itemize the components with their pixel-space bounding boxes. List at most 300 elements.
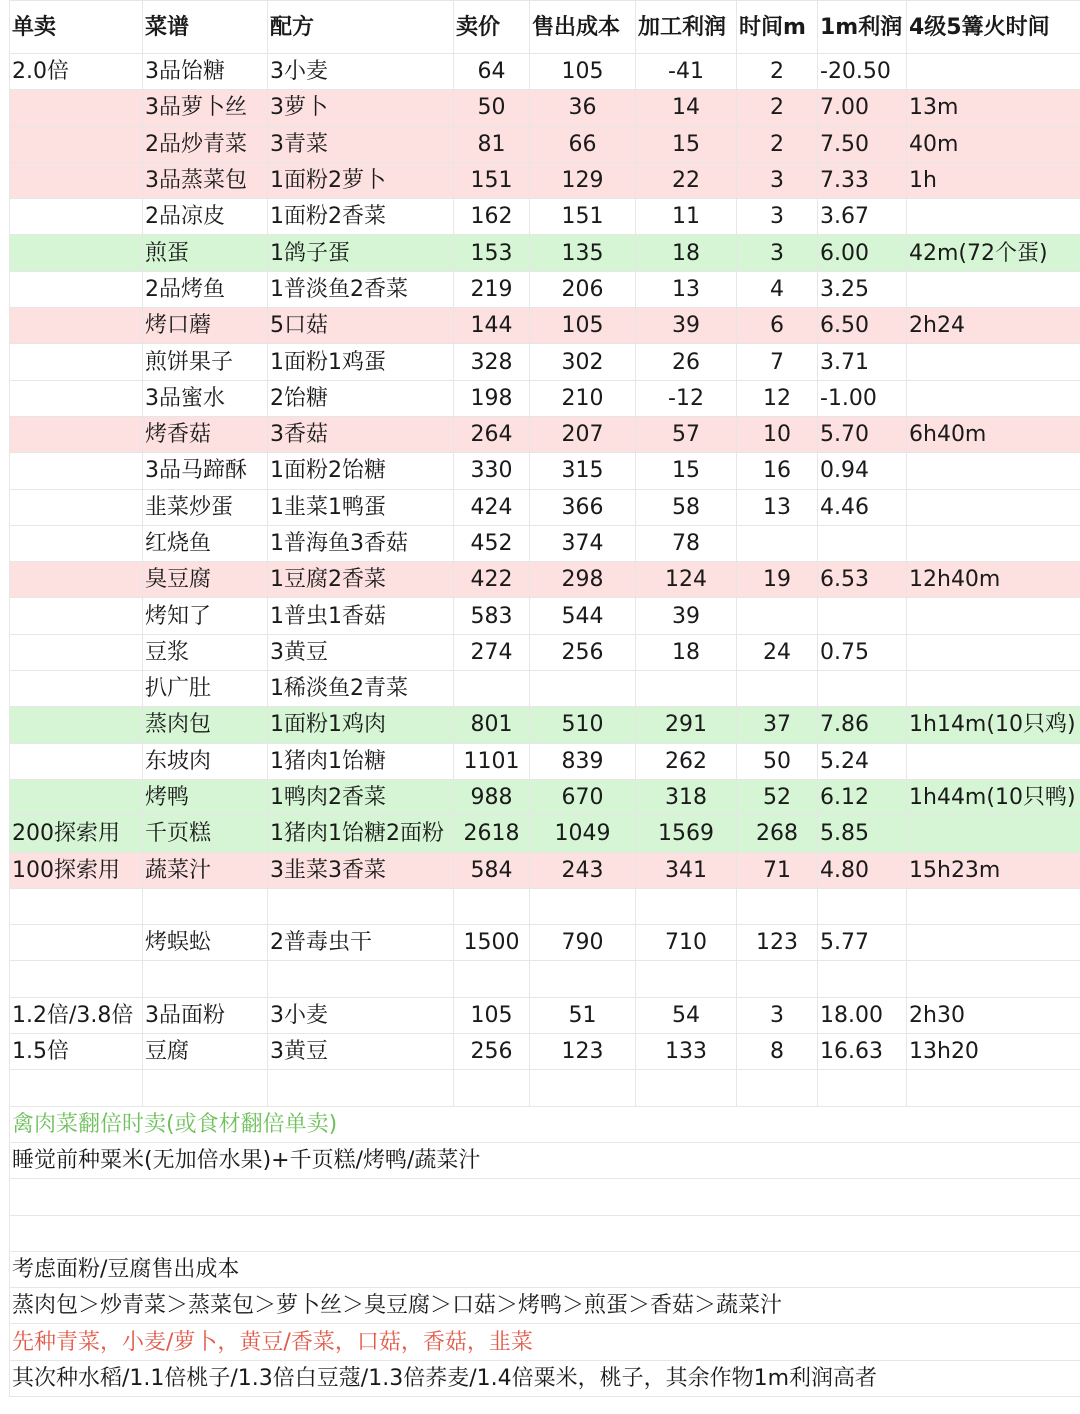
recipe-cell[interactable]: 韭菜炒蛋: [143, 489, 268, 525]
profit-per-minute-cell[interactable]: 4.80: [818, 852, 907, 888]
cost-cell[interactable]: 151: [530, 199, 636, 235]
table-row: [10, 416, 1080, 452]
table-row: [10, 779, 1080, 815]
profit-cell[interactable]: 13: [636, 271, 737, 307]
time-cell[interactable]: 2: [737, 126, 818, 162]
time-cell[interactable]: 123: [737, 925, 818, 961]
campfire-time-cell[interactable]: [907, 271, 1080, 307]
cost-cell[interactable]: 374: [530, 525, 636, 561]
campfire-time-cell[interactable]: 15h23m: [907, 852, 1080, 888]
profit-cell[interactable]: 26: [636, 344, 737, 380]
ingredients-cell[interactable]: 3萝卜: [268, 90, 454, 126]
recipe-cell[interactable]: 煎蛋: [143, 235, 268, 271]
profit-cell[interactable]: 18: [636, 235, 737, 271]
price-cell[interactable]: 584: [454, 852, 530, 888]
recipe-cell[interactable]: 烤蜈蚣: [143, 925, 268, 961]
recipe-cell[interactable]: [143, 1070, 268, 1106]
time-cell[interactable]: 37: [737, 707, 818, 743]
campfire-time-cell[interactable]: 12h40m: [907, 562, 1080, 598]
time-cell[interactable]: 268: [737, 816, 818, 852]
note-row: [10, 1106, 1080, 1142]
note-cell[interactable]: [10, 1215, 1080, 1251]
sale-cell[interactable]: 2.0倍: [10, 54, 143, 90]
sale-cell[interactable]: 100探索用: [10, 852, 143, 888]
ingredients-cell[interactable]: 3青菜: [268, 126, 454, 162]
cost-cell[interactable]: 544: [530, 598, 636, 634]
table-row: [10, 925, 1080, 961]
recipe-cell[interactable]: 3品马蹄酥: [143, 453, 268, 489]
profit-cell[interactable]: 57: [636, 416, 737, 452]
recipe-cell[interactable]: 2品凉皮: [143, 199, 268, 235]
sale-cell[interactable]: [10, 634, 143, 670]
campfire-time-cell[interactable]: [907, 925, 1080, 961]
price-cell[interactable]: 144: [454, 308, 530, 344]
table-row: [10, 453, 1080, 489]
note-cell[interactable]: [10, 1179, 1080, 1215]
recipe-cell[interactable]: 豆腐: [143, 1034, 268, 1070]
campfire-time-cell[interactable]: 2h30: [907, 997, 1080, 1033]
time-cell[interactable]: 7: [737, 344, 818, 380]
price-cell[interactable]: 330: [454, 453, 530, 489]
sale-cell[interactable]: [10, 743, 143, 779]
header-campfire-time-cell[interactable]: 4级5篝火时间: [907, 1, 1080, 54]
recipe-cell[interactable]: 臭豆腐: [143, 562, 268, 598]
table-row: [10, 308, 1080, 344]
profit-cell[interactable]: 318: [636, 779, 737, 815]
ingredients-cell[interactable]: [268, 961, 454, 997]
ingredients-cell[interactable]: 1普虫1香菇: [268, 598, 454, 634]
price-cell[interactable]: 274: [454, 634, 530, 670]
cost-cell[interactable]: 1049: [530, 816, 636, 852]
sale-cell[interactable]: [10, 235, 143, 271]
price-cell[interactable]: 151: [454, 162, 530, 198]
cost-cell[interactable]: 135: [530, 235, 636, 271]
note-row: [10, 1288, 1080, 1324]
ingredients-cell[interactable]: 1面粉1鸡肉: [268, 707, 454, 743]
campfire-time-cell[interactable]: [907, 671, 1080, 707]
profit-cell[interactable]: [636, 888, 737, 924]
campfire-time-cell[interactable]: 13h20: [907, 1034, 1080, 1070]
profit-per-minute-cell[interactable]: [818, 888, 907, 924]
table-row: [10, 126, 1080, 162]
cost-cell[interactable]: 207: [530, 416, 636, 452]
sale-cell[interactable]: [10, 271, 143, 307]
profit-cell[interactable]: 54: [636, 997, 737, 1033]
profit-per-minute-cell[interactable]: 0.75: [818, 634, 907, 670]
profit-cell[interactable]: 78: [636, 525, 737, 561]
profit-cell[interactable]: 39: [636, 308, 737, 344]
recipe-cell[interactable]: 烤香菇: [143, 416, 268, 452]
ingredients-cell[interactable]: 1面粉2萝卜: [268, 162, 454, 198]
price-cell[interactable]: 988: [454, 779, 530, 815]
time-cell[interactable]: 12: [737, 380, 818, 416]
sale-cell[interactable]: [10, 199, 143, 235]
profit-cell[interactable]: 15: [636, 126, 737, 162]
profit-per-minute-cell[interactable]: 5.70: [818, 416, 907, 452]
table-row: [10, 743, 1080, 779]
profit-per-minute-cell[interactable]: 7.50: [818, 126, 907, 162]
cost-cell[interactable]: 51: [530, 997, 636, 1033]
profit-cell[interactable]: 22: [636, 162, 737, 198]
price-cell[interactable]: 801: [454, 707, 530, 743]
sale-cell[interactable]: 1.2倍/3.8倍: [10, 997, 143, 1033]
ingredients-cell[interactable]: 1韭菜1鸭蛋: [268, 489, 454, 525]
campfire-time-cell[interactable]: [907, 453, 1080, 489]
sale-cell[interactable]: [10, 308, 143, 344]
ingredients-cell[interactable]: 3小麦: [268, 997, 454, 1033]
time-cell[interactable]: 6: [737, 308, 818, 344]
note-cell[interactable]: 蒸肉包＞炒青菜＞蒸菜包＞萝卜丝＞臭豆腐＞口菇＞烤鸭＞煎蛋＞香菇＞蔬菜汁: [10, 1288, 1080, 1324]
recipe-cell[interactable]: 3品蜜水: [143, 380, 268, 416]
profit-per-minute-cell[interactable]: 5.24: [818, 743, 907, 779]
recipe-cell[interactable]: 红烧鱼: [143, 525, 268, 561]
ingredients-cell[interactable]: 3黄豆: [268, 1034, 454, 1070]
cost-cell[interactable]: [530, 888, 636, 924]
profit-per-minute-cell[interactable]: -1.00: [818, 380, 907, 416]
price-cell[interactable]: 198: [454, 380, 530, 416]
campfire-time-cell[interactable]: [907, 743, 1080, 779]
cost-cell[interactable]: 206: [530, 271, 636, 307]
cost-cell[interactable]: 66: [530, 126, 636, 162]
ingredients-cell[interactable]: 1鸽子蛋: [268, 235, 454, 271]
profit-cell[interactable]: 58: [636, 489, 737, 525]
ingredients-cell[interactable]: 5口菇: [268, 308, 454, 344]
profit-per-minute-cell[interactable]: [818, 961, 907, 997]
cost-cell[interactable]: 839: [530, 743, 636, 779]
price-cell[interactable]: 452: [454, 525, 530, 561]
sale-cell[interactable]: [10, 489, 143, 525]
time-cell[interactable]: 13: [737, 489, 818, 525]
profit-per-minute-cell[interactable]: 0.94: [818, 453, 907, 489]
profit-per-minute-cell[interactable]: [818, 671, 907, 707]
price-cell[interactable]: 2618: [454, 816, 530, 852]
recipe-cell[interactable]: 3品面粉: [143, 997, 268, 1033]
sale-cell[interactable]: [10, 961, 143, 997]
time-cell[interactable]: [737, 1070, 818, 1106]
recipe-cell[interactable]: 东坡肉: [143, 743, 268, 779]
time-cell[interactable]: 71: [737, 852, 818, 888]
profit-per-minute-cell[interactable]: 3.67: [818, 199, 907, 235]
note-cell[interactable]: 先种青菜，小麦/萝卜，黄豆/香菜，口菇，香菇，韭菜: [10, 1324, 1080, 1360]
sale-cell[interactable]: [10, 779, 143, 815]
table-row: [10, 671, 1080, 707]
header-profit-per-minute-cell[interactable]: 1m利润: [818, 1, 907, 54]
price-cell[interactable]: 328: [454, 344, 530, 380]
cost-cell[interactable]: 298: [530, 562, 636, 598]
price-cell[interactable]: 81: [454, 126, 530, 162]
time-cell[interactable]: [737, 598, 818, 634]
profit-cell[interactable]: [636, 1070, 737, 1106]
time-cell[interactable]: 52: [737, 779, 818, 815]
table-row: [10, 634, 1080, 670]
campfire-time-cell[interactable]: 42m(72个蛋): [907, 235, 1080, 271]
profit-per-minute-cell[interactable]: 6.53: [818, 562, 907, 598]
sale-cell[interactable]: [10, 707, 143, 743]
table-row: [10, 1034, 1080, 1070]
profit-per-minute-cell[interactable]: 3.25: [818, 271, 907, 307]
profit-per-minute-cell[interactable]: 7.86: [818, 707, 907, 743]
ingredients-cell[interactable]: 3香菇: [268, 416, 454, 452]
header-cost-cell[interactable]: 售出成本: [530, 1, 636, 54]
profit-per-minute-cell[interactable]: 16.63: [818, 1034, 907, 1070]
header-price-cell[interactable]: 卖价: [454, 1, 530, 54]
sale-cell[interactable]: 1.5倍: [10, 1034, 143, 1070]
cost-cell[interactable]: [530, 1070, 636, 1106]
recipe-cell[interactable]: 2品烤鱼: [143, 271, 268, 307]
table-row: [10, 489, 1080, 525]
price-cell[interactable]: [454, 671, 530, 707]
profit-cell[interactable]: 14: [636, 90, 737, 126]
recipe-cell[interactable]: 蒸肉包: [143, 707, 268, 743]
sale-cell[interactable]: [10, 1070, 143, 1106]
profit-cell[interactable]: 15: [636, 453, 737, 489]
time-cell[interactable]: 10: [737, 416, 818, 452]
profit-per-minute-cell[interactable]: 4.46: [818, 489, 907, 525]
recipe-cell[interactable]: 豆浆: [143, 634, 268, 670]
profit-per-minute-cell[interactable]: [818, 1070, 907, 1106]
time-cell[interactable]: [737, 671, 818, 707]
sale-cell[interactable]: [10, 90, 143, 126]
header-time-cell[interactable]: 时间m: [737, 1, 818, 54]
price-cell[interactable]: 1101: [454, 743, 530, 779]
time-cell[interactable]: 4: [737, 271, 818, 307]
profit-cell[interactable]: 11: [636, 199, 737, 235]
campfire-time-cell[interactable]: [907, 54, 1080, 90]
profit-cell[interactable]: [636, 961, 737, 997]
profit-per-minute-cell[interactable]: 6.12: [818, 779, 907, 815]
note-row: [10, 1142, 1080, 1178]
ingredients-cell[interactable]: 1猪肉1饴糖: [268, 743, 454, 779]
ingredients-cell[interactable]: 1普海鱼3香菇: [268, 525, 454, 561]
profit-per-minute-cell[interactable]: 7.33: [818, 162, 907, 198]
campfire-time-cell[interactable]: [907, 525, 1080, 561]
note-cell[interactable]: 其次种水稻/1.1倍桃子/1.3倍白豆蔻/1.3倍荞麦/1.4倍粟米，桃子，其余作物1m利润高者: [10, 1360, 1080, 1396]
cost-cell[interactable]: [530, 671, 636, 707]
cost-cell[interactable]: 105: [530, 308, 636, 344]
table-row: [10, 816, 1080, 852]
ingredients-cell[interactable]: 2普毒虫干: [268, 925, 454, 961]
campfire-time-cell[interactable]: [907, 489, 1080, 525]
ingredients-cell[interactable]: [268, 888, 454, 924]
profit-per-minute-cell[interactable]: [818, 525, 907, 561]
campfire-time-cell[interactable]: [907, 199, 1080, 235]
cost-cell[interactable]: 670: [530, 779, 636, 815]
campfire-time-cell[interactable]: 1h14m(10只鸡): [907, 707, 1080, 743]
cost-cell[interactable]: 366: [530, 489, 636, 525]
header-recipe-cell[interactable]: 菜谱: [143, 1, 268, 54]
sale-cell[interactable]: [10, 525, 143, 561]
campfire-time-cell[interactable]: [907, 344, 1080, 380]
profit-cell[interactable]: 291: [636, 707, 737, 743]
cost-cell[interactable]: 256: [530, 634, 636, 670]
recipe-cell[interactable]: 扒广肚: [143, 671, 268, 707]
sale-cell[interactable]: [10, 562, 143, 598]
recipe-cell[interactable]: 烤鸭: [143, 779, 268, 815]
profit-per-minute-cell[interactable]: 18.00: [818, 997, 907, 1033]
recipe-cell[interactable]: 煎饼果子: [143, 344, 268, 380]
cost-cell[interactable]: 123: [530, 1034, 636, 1070]
profit-cell[interactable]: 133: [636, 1034, 737, 1070]
header-profit-cell[interactable]: 加工利润: [636, 1, 737, 54]
price-cell[interactable]: 153: [454, 235, 530, 271]
campfire-time-cell[interactable]: 40m: [907, 126, 1080, 162]
profit-per-minute-cell[interactable]: 6.50: [818, 308, 907, 344]
cost-cell[interactable]: 129: [530, 162, 636, 198]
ingredients-cell[interactable]: 1豆腐2香菜: [268, 562, 454, 598]
ingredients-cell[interactable]: 3韭菜3香菜: [268, 852, 454, 888]
table-row: [10, 598, 1080, 634]
sale-cell[interactable]: [10, 598, 143, 634]
cost-cell[interactable]: 315: [530, 453, 636, 489]
sale-cell[interactable]: [10, 453, 143, 489]
recipe-cell[interactable]: [143, 888, 268, 924]
header-ingredients-cell[interactable]: 配方: [268, 1, 454, 54]
price-cell[interactable]: 424: [454, 489, 530, 525]
price-cell[interactable]: 422: [454, 562, 530, 598]
sale-cell[interactable]: [10, 380, 143, 416]
profit-cell[interactable]: 262: [636, 743, 737, 779]
ingredients-cell[interactable]: 3小麦: [268, 54, 454, 90]
profit-cell[interactable]: 39: [636, 598, 737, 634]
profit-per-minute-cell[interactable]: 3.71: [818, 344, 907, 380]
sale-cell[interactable]: [10, 344, 143, 380]
ingredients-cell[interactable]: 2饴糖: [268, 380, 454, 416]
sale-cell[interactable]: [10, 162, 143, 198]
campfire-time-cell[interactable]: 1h: [907, 162, 1080, 198]
note-cell[interactable]: 考虑面粉/豆腐售出成本: [10, 1251, 1080, 1287]
profit-per-minute-cell[interactable]: 5.85: [818, 816, 907, 852]
price-cell[interactable]: 256: [454, 1034, 530, 1070]
time-cell[interactable]: [737, 888, 818, 924]
cost-cell[interactable]: 790: [530, 925, 636, 961]
campfire-time-cell[interactable]: [907, 961, 1080, 997]
note-cell[interactable]: 睡觉前种粟米(无加倍水果)+千页糕/烤鸭/蔬菜汁: [10, 1142, 1080, 1178]
price-cell[interactable]: [454, 1070, 530, 1106]
campfire-time-cell[interactable]: 2h24: [907, 308, 1080, 344]
time-cell[interactable]: 3: [737, 997, 818, 1033]
table-row: [10, 997, 1080, 1033]
note-row: [10, 1179, 1080, 1215]
time-cell[interactable]: 50: [737, 743, 818, 779]
recipe-cell[interactable]: 蔬菜汁: [143, 852, 268, 888]
time-cell[interactable]: 3: [737, 162, 818, 198]
price-cell[interactable]: 219: [454, 271, 530, 307]
sale-cell[interactable]: [10, 888, 143, 924]
campfire-time-cell[interactable]: 13m: [907, 90, 1080, 126]
ingredients-cell[interactable]: 1普淡鱼2香菜: [268, 271, 454, 307]
sale-cell[interactable]: [10, 416, 143, 452]
time-cell[interactable]: 19: [737, 562, 818, 598]
campfire-time-cell[interactable]: [907, 634, 1080, 670]
profit-cell[interactable]: 124: [636, 562, 737, 598]
price-cell[interactable]: 105: [454, 997, 530, 1033]
profit-per-minute-cell[interactable]: -20.50: [818, 54, 907, 90]
sale-cell[interactable]: 200探索用: [10, 816, 143, 852]
table-row: [10, 271, 1080, 307]
cost-cell[interactable]: [530, 961, 636, 997]
profit-cell[interactable]: 710: [636, 925, 737, 961]
note-row: [10, 1251, 1080, 1287]
recipe-cell[interactable]: [143, 961, 268, 997]
time-cell[interactable]: [737, 525, 818, 561]
campfire-time-cell[interactable]: 1h44m(10只鸭): [907, 779, 1080, 815]
recipe-cell[interactable]: 3品蒸菜包: [143, 162, 268, 198]
campfire-time-cell[interactable]: [907, 816, 1080, 852]
recipe-cell[interactable]: 烤口蘑: [143, 308, 268, 344]
time-cell[interactable]: 3: [737, 199, 818, 235]
campfire-time-cell[interactable]: [907, 888, 1080, 924]
time-cell[interactable]: 16: [737, 453, 818, 489]
cost-cell[interactable]: 36: [530, 90, 636, 126]
profit-cell[interactable]: 341: [636, 852, 737, 888]
cost-cell[interactable]: 243: [530, 852, 636, 888]
price-cell[interactable]: [454, 888, 530, 924]
sale-cell[interactable]: [10, 925, 143, 961]
sale-cell[interactable]: [10, 671, 143, 707]
profit-per-minute-cell[interactable]: 7.00: [818, 90, 907, 126]
recipe-cell[interactable]: 千页糕: [143, 816, 268, 852]
price-cell[interactable]: 162: [454, 199, 530, 235]
time-cell[interactable]: 8: [737, 1034, 818, 1070]
ingredients-cell[interactable]: [268, 1070, 454, 1106]
time-cell[interactable]: 2: [737, 90, 818, 126]
cost-cell[interactable]: 510: [530, 707, 636, 743]
price-cell[interactable]: 1500: [454, 925, 530, 961]
table-row: [10, 344, 1080, 380]
profit-cell[interactable]: -41: [636, 54, 737, 90]
sale-cell[interactable]: [10, 126, 143, 162]
profit-per-minute-cell[interactable]: 6.00: [818, 235, 907, 271]
price-cell[interactable]: 583: [454, 598, 530, 634]
ingredients-cell[interactable]: 1面粉2饴糖: [268, 453, 454, 489]
campfire-time-cell[interactable]: 6h40m: [907, 416, 1080, 452]
ingredients-cell[interactable]: 1面粉1鸡蛋: [268, 344, 454, 380]
price-cell[interactable]: [454, 961, 530, 997]
price-cell[interactable]: 264: [454, 416, 530, 452]
ingredients-cell[interactable]: 1面粉2香菜: [268, 199, 454, 235]
note-cell[interactable]: 禽肉菜翻倍时卖(或食材翻倍单卖): [10, 1106, 1080, 1142]
campfire-time-cell[interactable]: [907, 598, 1080, 634]
time-cell[interactable]: 2: [737, 54, 818, 90]
profit-per-minute-cell[interactable]: 5.77: [818, 925, 907, 961]
recipe-cell[interactable]: 3品萝卜丝: [143, 90, 268, 126]
campfire-time-cell[interactable]: [907, 1070, 1080, 1106]
profit-per-minute-cell[interactable]: [818, 598, 907, 634]
time-cell[interactable]: 24: [737, 634, 818, 670]
time-cell[interactable]: [737, 961, 818, 997]
ingredients-cell[interactable]: 3黄豆: [268, 634, 454, 670]
campfire-time-cell[interactable]: [907, 380, 1080, 416]
cost-cell[interactable]: 302: [530, 344, 636, 380]
profit-cell[interactable]: 18: [636, 634, 737, 670]
cost-cell[interactable]: 210: [530, 380, 636, 416]
recipe-cell[interactable]: 烤知了: [143, 598, 268, 634]
profit-cell[interactable]: -12: [636, 380, 737, 416]
ingredients-cell[interactable]: 1稀淡鱼2青菜: [268, 671, 454, 707]
header-sale-cell[interactable]: 单卖: [10, 1, 143, 54]
price-cell[interactable]: 64: [454, 54, 530, 90]
ingredients-cell[interactable]: 1猪肉1饴糖2面粉: [268, 816, 454, 852]
price-cell[interactable]: 50: [454, 90, 530, 126]
cost-cell[interactable]: 105: [530, 54, 636, 90]
time-cell[interactable]: 3: [737, 235, 818, 271]
recipe-cell[interactable]: 3品饴糖: [143, 54, 268, 90]
recipe-cell[interactable]: 2品炒青菜: [143, 126, 268, 162]
ingredients-cell[interactable]: 1鸭肉2香菜: [268, 779, 454, 815]
profit-cell[interactable]: [636, 671, 737, 707]
profit-cell[interactable]: 1569: [636, 816, 737, 852]
recipe-table: [9, 0, 1080, 1397]
